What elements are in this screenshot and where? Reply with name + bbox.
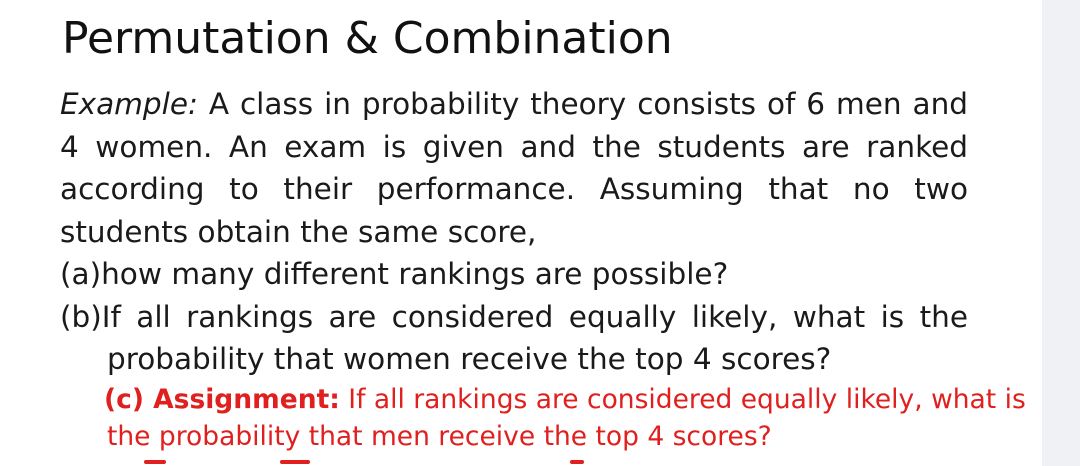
- example-label: Example:: [60, 87, 198, 121]
- question-c-text-1: If all rankings are considered equally likely, what is: [339, 383, 1026, 415]
- slide-title: Permutation & Combination: [62, 13, 673, 64]
- question-c-line-2: the probability that men receive the top 4 scores?: [107, 420, 772, 452]
- question-c-prefix: (c): [104, 383, 154, 415]
- assignment-label: Assignment:: [153, 383, 340, 415]
- example-line-3: according to their performance. Assuming that no two: [60, 172, 968, 206]
- question-c-line-1: [60, 381, 1026, 418]
- question-a: (a)how many different rankings are possible?: [60, 257, 729, 291]
- cropped-glyph: [280, 460, 310, 464]
- side-panel: [1042, 0, 1080, 466]
- question-b-line-1: (b)If all rankings are considered equally likely, what is the: [60, 299, 968, 334]
- example-line-2: 4 women. An exam is given and the students are ranked: [60, 129, 968, 164]
- slide-body: [60, 83, 1026, 455]
- example-line-1: [60, 83, 968, 126]
- example-line-4: students obtain the same score,: [60, 214, 537, 249]
- cropped-glyph: [144, 460, 166, 464]
- cropped-glyph: [570, 460, 584, 464]
- example-text-1: A class in probability theory consists of 6 men and: [208, 87, 968, 121]
- cropped-next-line: [100, 460, 700, 466]
- question-b-line-2: probability that women receive the top 4 scores?: [107, 342, 832, 376]
